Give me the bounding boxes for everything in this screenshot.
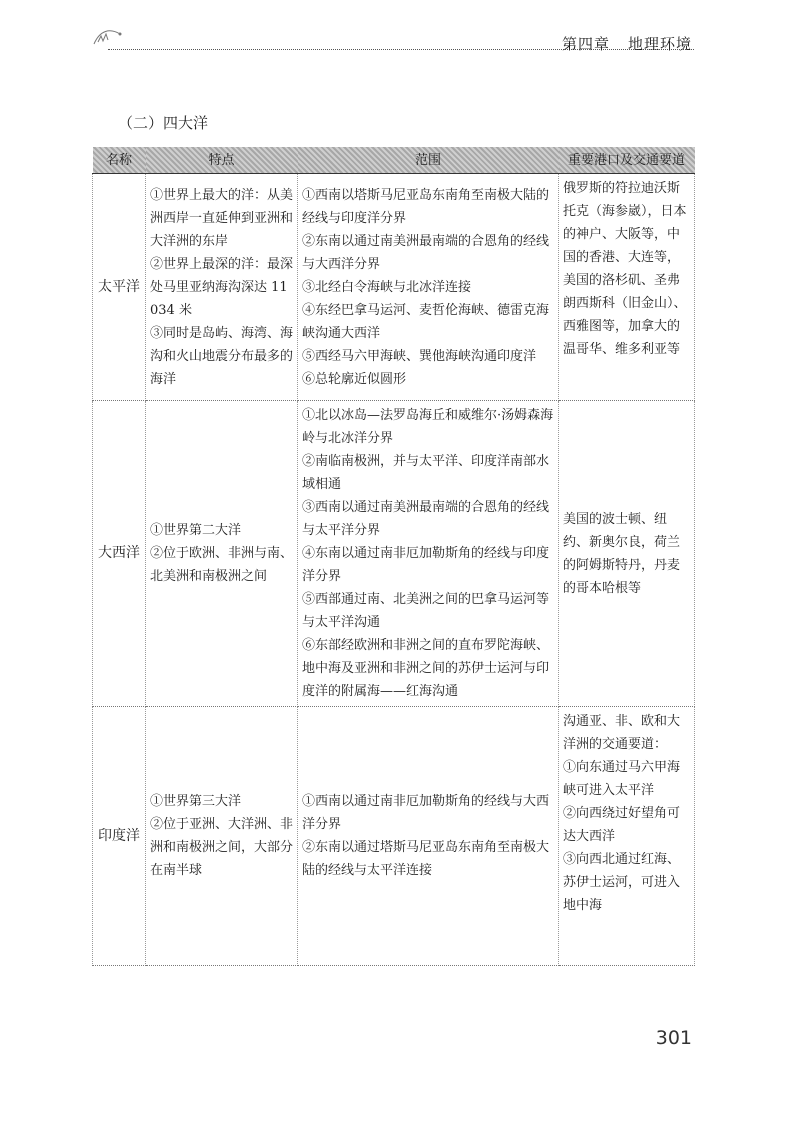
port-item: ①向东通过马六甲海峡可进入太平洋 — [563, 760, 681, 798]
ocean-features — [146, 707, 298, 966]
ocean-features — [146, 174, 298, 401]
column-header-ports: 重要港口及交通要道 — [559, 147, 695, 174]
ocean-features — [146, 401, 298, 707]
feature-item: ②世界上最深的洋：最深处马里亚纳海沟深达 11034 米 — [150, 256, 294, 318]
feature-item: ①世界上最大的洋：从美洲西岸一直延伸到亚洲和大洋洲的东岸 — [150, 187, 294, 249]
feature-item: ①世界第三大洋 — [150, 794, 242, 809]
boundary-item: ②南临南极洲，并与太平洋、印度洋南部水域相通 — [302, 454, 550, 492]
section-title: （二）四大洋 — [118, 114, 209, 132]
corner-ornament-icon — [90, 24, 130, 48]
oceans-table — [92, 147, 695, 966]
boundary-item: ②东南以通过南美洲最南端的合恩角的经线与大西洋分界 — [302, 233, 550, 272]
ocean-ports: 俄罗斯的符拉迪沃斯托克（海参崴），日本的神户、大阪等，中国的香港、大连等，美国的洛杉矶、圣弗朗西斯科（旧金山）、西雅图等，加拿大的温哥华、维多利亚等 — [559, 174, 695, 401]
boundary-item: ①西南以通过南非厄加勒斯角的经线与大西洋分界 — [302, 794, 550, 832]
boundary-item: ①北以冰岛—法罗岛海丘和威维尔·汤姆森海岭与北冰洋分界 — [302, 408, 554, 446]
column-header-name: 名称 — [93, 147, 146, 174]
table-header-row — [93, 147, 695, 174]
boundary-item: ③西南以通过南美洲最南端的合恩角的经线与太平洋分界 — [302, 500, 550, 538]
table-row-pacific — [93, 174, 695, 401]
boundary-item: ②东南以通过塔斯马尼亚岛东南角至南极大陆的经线与太平洋连接 — [302, 840, 550, 878]
column-header-boundaries: 范围 — [298, 147, 559, 174]
chapter-title: 地理环境 — [627, 35, 692, 53]
chapter-number: 第四章 — [561, 35, 610, 53]
table-row-indian — [93, 707, 695, 966]
column-header-features: 特点 — [146, 147, 298, 174]
ocean-ports — [559, 707, 695, 966]
feature-item: ③同时是岛屿、海湾、海沟和火山地震分布最多的海洋 — [150, 325, 294, 387]
chapter-header — [562, 33, 692, 54]
boundary-item: ⑤西经马六甲海峡、巽他海峡沟通印度洋 — [302, 348, 537, 364]
boundary-item: ⑥总轮廓近似圆形 — [302, 371, 407, 387]
table-row-atlantic — [93, 401, 695, 707]
boundary-item: ⑤西部通过南、北美洲之间的巴拿马运河等与太平洋沟通 — [302, 592, 550, 630]
feature-item: ②位于亚洲、大洋洲、非洲和南极洲之间，大部分在南半球 — [150, 817, 294, 878]
port-item: 沟通亚、非、欧和大洋洲的交通要道： — [563, 714, 681, 752]
feature-item: ②位于欧洲、非洲与南、北美洲和南极洲之间 — [150, 546, 294, 584]
boundary-item: ④东南以通过南非厄加勒斯角的经线与印度洋分界 — [302, 546, 550, 584]
ocean-boundaries — [298, 707, 559, 966]
boundary-item: ①西南以塔斯马尼亚岛东南角至南极大陆的经线与印度洋分界 — [302, 187, 550, 226]
port-item: ③向西北通过红海、苏伊士运河，可进入地中海 — [563, 852, 681, 913]
ocean-boundaries — [298, 174, 559, 401]
ocean-name: 大西洋 — [93, 401, 146, 707]
port-item: ②向西绕过好望角可达大西洋 — [563, 806, 681, 844]
feature-item: ①世界第二大洋 — [150, 523, 242, 538]
ocean-ports: 美国的波士顿、纽约、新奥尔良，荷兰的阿姆斯特丹，丹麦的哥本哈根等 — [559, 401, 695, 707]
ocean-boundaries — [298, 401, 559, 707]
ocean-name: 印度洋 — [93, 707, 146, 966]
page-number: 301 — [655, 1027, 692, 1049]
boundary-item: ⑥东部经欧洲和非洲之间的直布罗陀海峡、地中海及亚洲和非洲之间的苏伊士运河与印度洋的附属海——红海沟通 — [302, 638, 550, 699]
boundary-item: ③北经白令海峡与北冰洋连接 — [302, 279, 472, 295]
ocean-name: 太平洋 — [93, 174, 146, 401]
boundary-item: ④东经巴拿马运河、麦哲伦海峡、德雷克海峡沟通大西洋 — [302, 302, 550, 341]
